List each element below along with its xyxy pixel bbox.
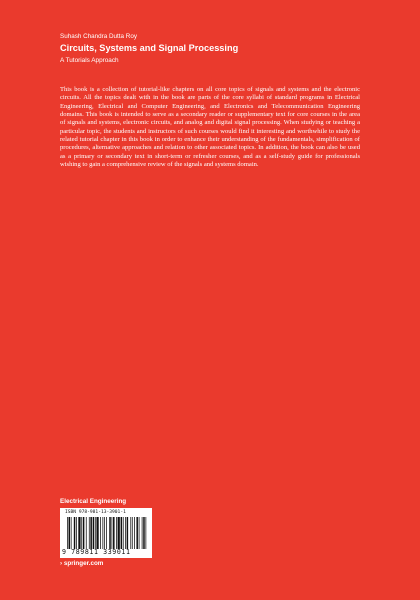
book-description: This book is a collection of tutorial-like chapters on all core topics of signals and systems and the electronic circuits. All the topics dealt with in the book are parts of the core syllabi of standard programs in Electrical Engineering, Electrical and Computer Engineering, and Electronics and Telecommunication Engineering domains. This book is intended to serve as a secondary reader or supplementary text for core courses in the area of signals and systems, electronic circuits, and analog and digital signal processing. When studying or teaching a particular topic, the students and instructors of such courses would find it interesting and worthwhile to study the related tutorial chapter in this book in order to enhance their understanding of the fundamentals, simplification of procedures, alternative approaches and relation to other associated topics. In addition, the book can also be used as a primary or secondary text in short-term or refresher courses, and as a self-study guide for professionals wishing to gain a comprehensive review of the signals and systems domain. xyxy=(60,86,360,169)
barcode-bar xyxy=(86,517,87,549)
isbn-label: ISBN 978-981-13-3901-1 xyxy=(65,510,126,515)
barcode-bar xyxy=(67,517,68,549)
barcode-bar xyxy=(130,517,131,549)
barcode-bar xyxy=(121,517,123,549)
book-subtitle: A Tutorials Approach xyxy=(60,57,119,64)
barcode-bar xyxy=(102,517,103,549)
barcode-bar xyxy=(106,517,107,549)
barcode-bar xyxy=(125,517,126,549)
barcode-bar xyxy=(78,517,80,549)
barcode-block xyxy=(60,508,152,558)
barcode-bar xyxy=(113,517,115,549)
barcode-bar xyxy=(96,517,98,549)
barcode-bar xyxy=(100,517,101,549)
barcode-bar xyxy=(127,517,129,549)
barcode-bar xyxy=(74,517,76,549)
barcode-bar xyxy=(143,517,145,549)
barcode-bar xyxy=(118,517,120,549)
author-name: Suhash Chandra Dutta Roy xyxy=(60,33,138,40)
barcode-digits: 9 789811 339011 xyxy=(62,548,131,556)
barcode-bar xyxy=(104,517,105,549)
publisher-website: › springer.com xyxy=(60,560,104,567)
barcode-bar xyxy=(89,517,90,549)
barcode-bars xyxy=(67,517,147,549)
barcode-bar xyxy=(76,517,77,549)
barcode-bar xyxy=(136,517,138,549)
book-title: Circuits, Systems and Signal Processing xyxy=(60,43,239,53)
subject-category: Electrical Engineering xyxy=(60,498,127,505)
barcode-bar xyxy=(69,517,71,549)
barcode-bar xyxy=(83,517,85,549)
barcode-bar xyxy=(95,517,96,549)
barcode-bar xyxy=(112,517,113,549)
barcode-bar xyxy=(142,517,143,549)
barcode-bar xyxy=(139,517,140,549)
barcode-bar xyxy=(93,517,95,549)
barcode-bar xyxy=(134,517,135,549)
barcode-bar xyxy=(116,517,117,549)
barcode-bar xyxy=(132,517,133,549)
barcode-bar xyxy=(71,517,72,549)
barcode-bar xyxy=(145,517,146,549)
barcode-bar xyxy=(109,517,111,549)
barcode-bar xyxy=(81,517,82,549)
barcode-bar xyxy=(90,517,92,549)
barcode-bar xyxy=(123,517,124,549)
